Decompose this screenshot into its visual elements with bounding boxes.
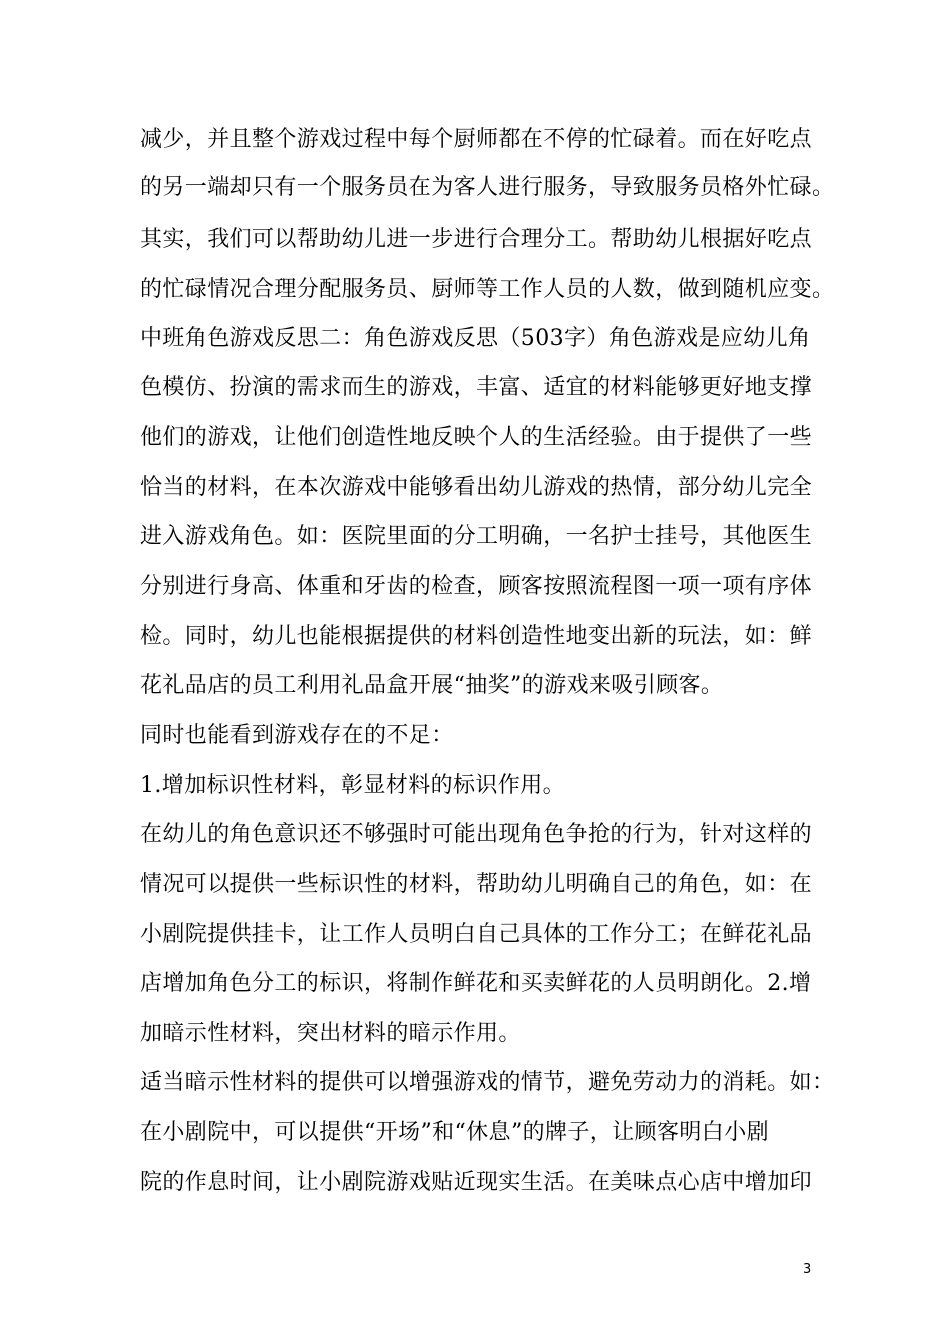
text-line: 检。同时，幼儿也能根据提供的材料创造性地变出新的玩法，如：鲜 bbox=[140, 624, 813, 649]
text-line: 其实，我们可以帮助幼儿进一步进行合理分工。帮助幼儿根据好吃点 bbox=[140, 227, 813, 252]
text-line: 减少，并且整个游戏过程中每个厨师都在不停的忙碌着。而在好吃点 bbox=[140, 127, 813, 152]
text-line: 恰当的材料，在本次游戏中能够看出幼儿游戏的热情，部分幼儿完全 bbox=[140, 475, 813, 500]
text-line: 适当暗示性材料的提供可以增强游戏的情节，避免劳动力的消耗。如： bbox=[140, 1070, 835, 1095]
text-line: 院的作息时间，让小剧院游戏贴近现实生活。在美味点心店中增加印 bbox=[140, 1170, 813, 1195]
text-line: 情况可以提供一些标识性的材料，帮助幼儿明确自己的角色，如：在 bbox=[140, 872, 813, 897]
text-line: 中班角色游戏反思二：角色游戏反思（503字）角色游戏是应幼儿角 bbox=[140, 326, 811, 351]
text-line: 同时也能看到游戏存在的不足： bbox=[140, 723, 454, 748]
text-line: 花礼品店的员工利用礼品盒开展“抽奖”的游戏来吸引顾客。 bbox=[140, 673, 724, 698]
text-line: 色模仿、扮演的需求而生的游戏，丰富、适宜的材料能够更好地支撑 bbox=[140, 375, 813, 400]
text-line: 在幼儿的角色意识还不够强时可能出现角色争抢的行为，针对这样的 bbox=[140, 822, 813, 847]
text-line: 店增加角色分工的标识，将制作鲜花和买卖鲜花的人员明朗化。2.增 bbox=[140, 971, 812, 996]
text-line: 分别进行身高、体重和牙齿的检查，顾客按照流程图一项一项有序体 bbox=[140, 574, 813, 599]
text-line: 在小剧院中，可以提供“开场”和“休息”的牌子，让顾客明白小剧 bbox=[140, 1120, 769, 1145]
text-line: 加暗示性材料，突出材料的暗示作用。 bbox=[140, 1021, 521, 1046]
text-line: 进入游戏角色。如：医院里面的分工明确，一名护士挂号，其他医生 bbox=[140, 524, 813, 549]
text-line: 的另一端却只有一个服务员在为客人进行服务，导致服务员格外忙碌。 bbox=[140, 175, 835, 200]
text-line: 他们的游戏，让他们创造性地反映个人的生活经验。由于提供了一些 bbox=[140, 425, 813, 450]
page-number: 3 bbox=[803, 1262, 812, 1277]
text-line: 的忙碌情况合理分配服务员、厨师等工作人员的人数，做到随机应变。 bbox=[140, 277, 835, 302]
text-line: 小剧院提供挂卡，让工作人员明白自己具体的工作分工；在鲜花礼品 bbox=[140, 922, 813, 947]
text-line: 1.增加标识性材料，彰显材料的标识作用。 bbox=[140, 773, 565, 798]
